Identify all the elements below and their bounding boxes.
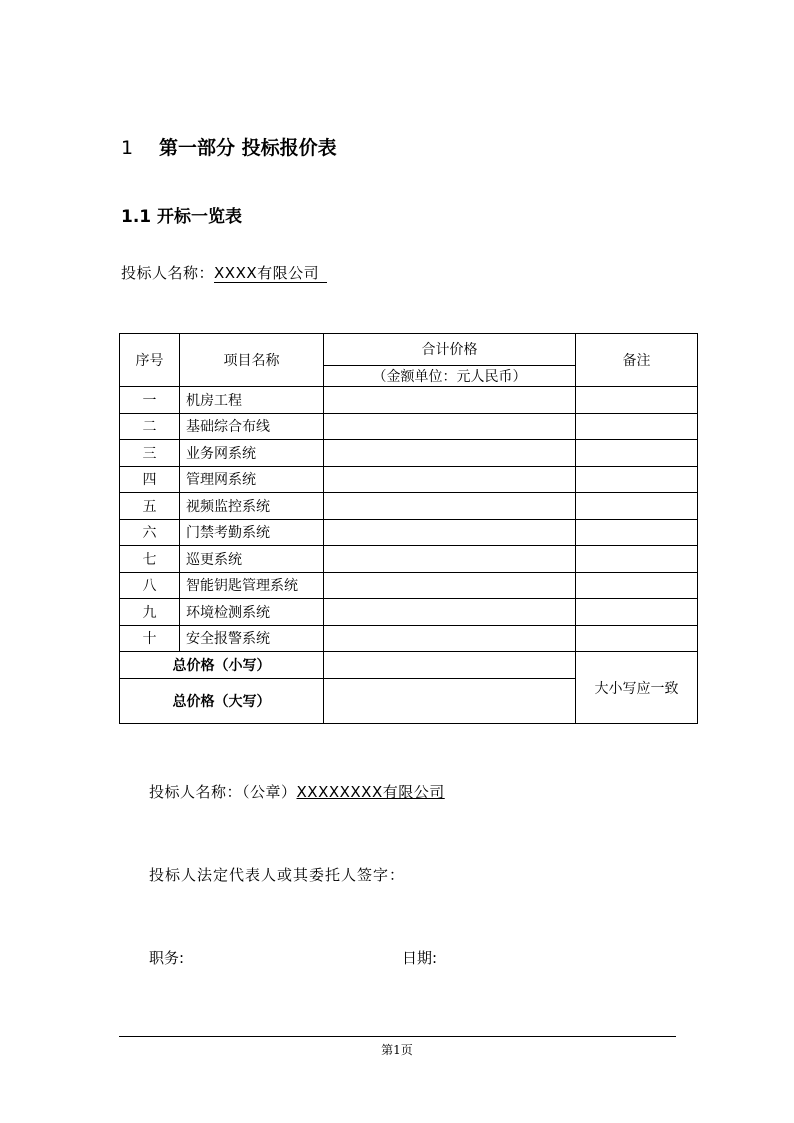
table-row: [120, 572, 698, 599]
table-row: [120, 440, 698, 467]
row-remark-cell[interactable]: [576, 546, 698, 573]
bidder-name-value: XXXX有限公司: [214, 265, 327, 283]
row-seq: 五: [120, 493, 180, 520]
total-small-value[interactable]: [324, 652, 576, 679]
bidder-seal-line: [149, 781, 445, 802]
table-row: [120, 387, 698, 414]
row-item-name: 门禁考勤系统: [180, 519, 324, 546]
row-price-cell[interactable]: [324, 519, 576, 546]
row-item-name: 环境检测系统: [180, 599, 324, 626]
total-remark: 大小写应一致: [576, 652, 698, 724]
total-big-label: 总价格（大写）: [120, 679, 324, 724]
position-label: 职务:: [149, 949, 185, 967]
table-row: [120, 625, 698, 652]
row-price-cell[interactable]: [324, 599, 576, 626]
table-row: [120, 493, 698, 520]
row-seq: 九: [120, 599, 180, 626]
total-big-value[interactable]: [324, 679, 576, 724]
row-price-cell[interactable]: [324, 546, 576, 573]
row-remark-cell[interactable]: [576, 625, 698, 652]
table-row: [120, 413, 698, 440]
row-price-cell[interactable]: [324, 466, 576, 493]
header-item-name: 项目名称: [180, 334, 324, 387]
representative-signature-label: 投标人法定代表人或其委托人签字：: [149, 866, 406, 884]
row-price-cell[interactable]: [324, 387, 576, 414]
page-number: 第1页: [381, 1043, 413, 1057]
row-remark-cell[interactable]: [576, 440, 698, 467]
row-seq: 七: [120, 546, 180, 573]
bidder-name-line: [121, 262, 327, 283]
row-price-cell[interactable]: [324, 493, 576, 520]
table-row: [120, 519, 698, 546]
table-row: [120, 599, 698, 626]
row-price-cell[interactable]: [324, 572, 576, 599]
row-seq: 六: [120, 519, 180, 546]
row-seq: 八: [120, 572, 180, 599]
row-remark-cell[interactable]: [576, 519, 698, 546]
row-item-name: 基础综合布线: [180, 413, 324, 440]
heading-2: 1.1 开标一览表: [121, 207, 243, 227]
row-item-name: 智能钥匙管理系统: [180, 572, 324, 599]
row-price-cell[interactable]: [324, 413, 576, 440]
row-item-name: 业务网系统: [180, 440, 324, 467]
row-remark-cell[interactable]: [576, 599, 698, 626]
table-row: [120, 466, 698, 493]
date-label: 日期:: [402, 949, 438, 967]
row-seq: 十: [120, 625, 180, 652]
header-seq: 序号: [120, 334, 180, 387]
row-remark-cell[interactable]: [576, 493, 698, 520]
row-seq: 一: [120, 387, 180, 414]
header-remark: 备注: [576, 334, 698, 387]
bidder-seal-label: 投标人名称：（公章）: [149, 783, 297, 801]
footer-divider: [119, 1036, 676, 1037]
bidder-seal-value: XXXXXXXX有限公司: [296, 783, 445, 801]
row-item-name: 机房工程: [180, 387, 324, 414]
row-item-name: 安全报警系统: [180, 625, 324, 652]
header-price-unit: （金额单位：元人民币）: [324, 365, 576, 386]
bidder-name-label: 投标人名称：: [121, 264, 215, 282]
row-price-cell[interactable]: [324, 625, 576, 652]
table-row: [120, 546, 698, 573]
row-item-name: 管理网系统: [180, 466, 324, 493]
heading-1: [121, 133, 337, 160]
row-item-name: 视频监控系统: [180, 493, 324, 520]
row-remark-cell[interactable]: [576, 387, 698, 414]
bid-summary-table: [119, 333, 698, 724]
row-remark-cell[interactable]: [576, 572, 698, 599]
row-remark-cell[interactable]: [576, 413, 698, 440]
row-seq: 二: [120, 413, 180, 440]
row-seq: 三: [120, 440, 180, 467]
row-price-cell[interactable]: [324, 440, 576, 467]
row-remark-cell[interactable]: [576, 466, 698, 493]
row-seq: 四: [120, 466, 180, 493]
heading-1-number: 1: [121, 137, 134, 159]
header-total-price: 合计价格: [324, 334, 576, 366]
heading-1-title: 第一部分 投标报价表: [159, 137, 337, 159]
total-small-label: 总价格（小写）: [120, 652, 324, 679]
row-item-name: 巡更系统: [180, 546, 324, 573]
